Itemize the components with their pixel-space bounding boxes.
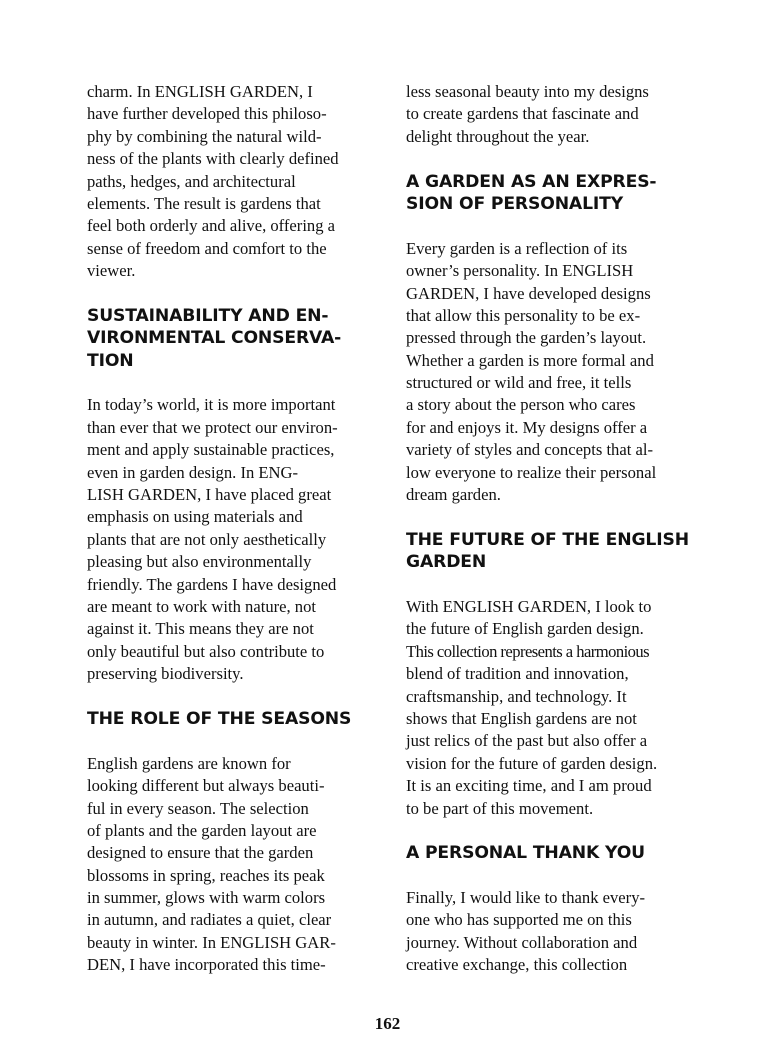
- text-line: pleasing but also environmentally: [87, 552, 312, 572]
- thanks-heading: [406, 842, 696, 864]
- text-line: pressed through the garden’s layout.: [406, 328, 647, 348]
- text-line: paths, hedges, and architectural: [87, 171, 296, 191]
- text-line: dream garden.: [406, 485, 501, 505]
- text-line: Whether a garden is more formal and: [406, 350, 654, 370]
- seasons-paragraph: [87, 753, 377, 977]
- text-line: ment and apply sustainable practices,: [87, 440, 335, 460]
- text-line: phy by combining the natural wild-: [87, 126, 322, 146]
- text-line: in autumn, and radiates a quiet, clear: [87, 910, 332, 930]
- text-line: owner’s personality. In ENGLISH: [406, 261, 634, 281]
- heading-line: VIRONMENTAL CONSERVA-: [87, 328, 342, 349]
- text-line: less seasonal beauty into my designs: [406, 82, 649, 101]
- text-line: for and enjoys it. My designs offer a: [406, 417, 648, 437]
- text-line: are meant to work with nature, not: [87, 596, 317, 616]
- text-line: vision for the future of garden design.: [406, 753, 658, 773]
- heading-line: TION: [87, 350, 134, 371]
- text-line: even in garden design. In ENG-: [87, 462, 299, 482]
- text-line: just relics of the past but also offer a: [406, 731, 648, 751]
- heading-line: THE FUTURE OF THE ENGLISH: [406, 529, 689, 550]
- future-paragraph: [406, 596, 696, 820]
- personality-paragraph: [406, 238, 696, 507]
- text-line: blend of tradition and innovation,: [406, 664, 629, 684]
- heading-line: A GARDEN AS AN EXPRES-: [406, 171, 657, 192]
- left-column: [87, 81, 377, 977]
- text-line: sense of freedom and comfort to the: [87, 238, 327, 258]
- text-line: craftsmanship, and technology. It: [406, 686, 627, 706]
- text-line: With ENGLISH GARDEN, I look to: [406, 596, 652, 616]
- heading-line: GARDEN: [406, 552, 487, 573]
- text-line: Every garden is a reflection of its: [406, 238, 628, 258]
- text-line: designed to ensure that the garden: [87, 843, 314, 863]
- heading-line: THE ROLE OF THE SEASONS: [87, 708, 352, 729]
- intro-paragraph-left: [87, 81, 377, 283]
- text-line: English gardens are known for: [87, 753, 291, 773]
- text-line: LISH GARDEN, I have placed great: [87, 485, 332, 505]
- text-line: journey. Without collaboration and: [406, 932, 638, 952]
- text-line: This collection represents a harmonious: [406, 641, 650, 661]
- text-line: ness of the plants with clearly defined: [87, 149, 339, 169]
- intro-paragraph-right: [406, 81, 696, 148]
- right-column: [406, 81, 696, 977]
- text-line: delight throughout the year.: [406, 126, 590, 146]
- text-line: feel both orderly and alive, offering a: [87, 216, 336, 236]
- text-line: the future of English garden design.: [406, 619, 644, 639]
- text-line: only beautiful but also contribute to: [87, 641, 325, 661]
- text-line: in summer, glows with warm colors: [87, 888, 326, 908]
- heading-line: A PERSONAL THANK YOU: [406, 843, 645, 864]
- text-line: a story about the person who cares: [406, 395, 636, 415]
- text-line: DEN, I have incorporated this time-: [87, 955, 326, 975]
- text-line: creative exchange, this collection: [406, 955, 628, 975]
- text-line: against it. This means they are not: [87, 619, 314, 639]
- text-line: It is an exciting time, and I am proud: [406, 776, 652, 796]
- personality-heading: [406, 171, 696, 216]
- text-line: GARDEN, I have developed designs: [406, 283, 651, 303]
- thanks-paragraph: [406, 887, 696, 977]
- text-line: charm. In ENGLISH GARDEN, I: [87, 82, 313, 101]
- text-line: structured or wild and free, it tells: [406, 373, 632, 393]
- text-line: Finally, I would like to thank every-: [406, 888, 646, 908]
- text-line: preserving biodiversity.: [87, 664, 244, 684]
- text-line: blossoms in spring, reaches its peak: [87, 865, 325, 885]
- text-line: variety of styles and concepts that al-: [406, 440, 653, 460]
- text-line: elements. The result is gardens that: [87, 193, 321, 213]
- text-line: friendly. The gardens I have designed: [87, 574, 337, 594]
- text-line: have further developed this philoso-: [87, 104, 327, 124]
- text-line: ful in every season. The selection: [87, 798, 309, 818]
- sustainability-paragraph: [87, 394, 377, 685]
- text-line: than ever that we protect our environ-: [87, 417, 338, 437]
- text-line: that allow this personality to be ex-: [406, 305, 641, 325]
- text-line: one who has supported me on this: [406, 910, 632, 930]
- text-line: viewer.: [87, 261, 136, 281]
- text-line: beauty in winter. In ENGLISH GAR-: [87, 932, 336, 952]
- text-line: shows that English gardens are not: [406, 708, 637, 728]
- text-line: plants that are not only aesthetically: [87, 529, 327, 549]
- sustainability-heading: [87, 305, 377, 372]
- page-number: 162: [374, 1014, 401, 1033]
- text-line: emphasis on using materials and: [87, 507, 303, 527]
- heading-line: SUSTAINABILITY AND EN-: [87, 305, 329, 326]
- text-line: In today’s world, it is more important: [87, 395, 336, 415]
- text-line: low everyone to realize their personal: [406, 462, 657, 482]
- heading-line: SION OF PERSONALITY: [406, 193, 624, 214]
- text-line: to be part of this movement.: [406, 798, 594, 818]
- text-line: of plants and the garden layout are: [87, 820, 317, 840]
- future-heading: [406, 529, 696, 574]
- text-line: looking different but always beauti-: [87, 776, 325, 796]
- text-line: to create gardens that fascinate and: [406, 104, 639, 124]
- seasons-heading: [87, 708, 377, 730]
